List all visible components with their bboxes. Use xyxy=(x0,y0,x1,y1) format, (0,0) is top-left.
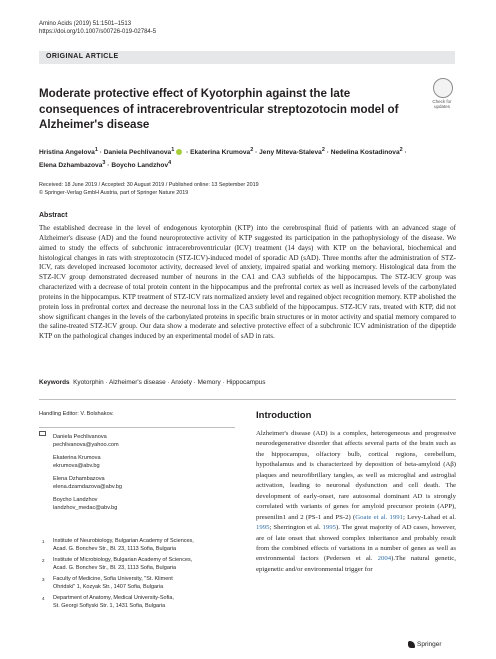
author-sup: 1 xyxy=(171,147,175,153)
author-sup: 2 xyxy=(321,147,325,153)
contact-entry xyxy=(53,433,119,449)
affiliation-line: Acad. G. Bonchev Str., Bl. 23, 1113 Sofia, Bulgaria xyxy=(53,564,177,571)
badge-line-2: updates xyxy=(433,104,450,109)
contact-entry xyxy=(53,454,101,470)
contact-name: Boycho Landzhov xyxy=(53,497,98,503)
author-name: · Jeny Miteva-Staleva xyxy=(253,149,322,157)
citation-link[interactable]: 2004 xyxy=(377,555,392,563)
publisher-name: Springer xyxy=(417,641,442,649)
keywords-label: Keywords xyxy=(39,379,70,386)
citation-link[interactable]: 1995 xyxy=(256,524,270,532)
intro-body: Alzheimer's disease (AD) is a complex, heterogeneous and progressive neurodegenerative disorder that affects several parts of the brain such as the hippocampus, olfactory bulb, cortical regions, cerebellum, hypothalamus and is characterized by deposition of beta-amyloid (Aβ) plaques and neurofibrillary tangles, as well as microglial and astroglial activation, leading to neuronal dysfunction and cell death. The development of early-onset, rare autosomal dominant AD is strongly correlated with variants of genes for amyloid precursor protein (APP), presenilin1 and 2 (PS-1 and PS-2) ( xyxy=(256,430,456,521)
author-name: · Ekaterina Krumova xyxy=(184,149,251,157)
article-title: Moderate protective effect of Kyotorphin against the late consequences of intracerebroventricular streptozotocin model of Alzheimer's disease xyxy=(39,87,399,131)
publisher-logo xyxy=(408,641,442,648)
intro-body: ; Sherrington et al. xyxy=(269,524,323,532)
journal-citation: Amino Acids (2019) 51:1501–1513 xyxy=(39,21,132,27)
author-name: · Nedelina Kostadinova xyxy=(324,149,400,157)
affiliation-line: Faculty of Medicine, Sofia University, "St. Kliment xyxy=(53,576,173,582)
handling-editor: Handling Editor: V. Bolshakov. xyxy=(39,411,114,417)
check-for-updates-badge[interactable] xyxy=(426,78,458,114)
affiliation-line: Institute of Neurobiology, Bulgarian Academy of Sciences, xyxy=(53,538,194,544)
author-name: Hristina Angelova xyxy=(39,149,95,157)
divider xyxy=(39,399,456,400)
contact-email[interactable]: pechlivanova@yahoo.com xyxy=(53,442,119,449)
contact-email[interactable]: ekrumova@abv.bg xyxy=(53,463,100,470)
author-sup: 4 xyxy=(168,160,172,167)
orcid-icon[interactable] xyxy=(176,149,182,155)
affiliation-number: 4 xyxy=(42,596,45,601)
publication-dates: Received: 18 June 2019 / Accepted: 30 August 2019 / Published online: 13 September 2019 xyxy=(39,182,259,188)
badge-line-1: Check for xyxy=(432,99,452,104)
copyright-notice: © Springer-Verlag GmbH Austria, part of Springer Nature 2019 xyxy=(39,190,189,196)
author-sup: 2 xyxy=(250,147,254,153)
contact-name: Daniela Pechlivanova xyxy=(53,434,107,440)
affiliation-line: Department of Anatomy, Medical University-Sofia, xyxy=(53,595,174,601)
author-sup: 1 xyxy=(94,147,98,153)
affiliation-number: 3 xyxy=(42,577,45,582)
keywords-list: Kyotorphin · Alzheimer's disease · Anxiety · Memory · Hippocampus xyxy=(73,379,266,386)
contact-entry xyxy=(53,475,122,491)
contact-email[interactable]: landzhov_medac@abv.bg xyxy=(53,505,118,512)
affiliation-line: St. Georgi Sofiyski Str. 1, 1431 Sofia, Bulgaria xyxy=(53,602,166,609)
contact-name: Elena Dzhambazova xyxy=(53,476,105,482)
divider xyxy=(39,427,235,428)
citation-link[interactable]: 1995 xyxy=(322,524,337,532)
intro-body: ; Levy-Lahad et al. xyxy=(403,513,456,521)
article-type-label: ORIGINAL ARTICLE xyxy=(46,53,119,60)
check-for-updates-icon xyxy=(433,78,453,98)
affiliation-line: Acad. G. Bonchev Str., Bl. 23, 1113 Sofia, Bulgaria xyxy=(53,545,177,552)
affiliation-line: Institute of Microbiology, Bulgarian Academy of Sciences, xyxy=(53,557,193,563)
author-name: Elena Dzhambazova xyxy=(39,162,103,170)
contact-entry xyxy=(53,496,117,512)
intro-body: ).The natural genetic, epigenetic and/or environmental trigger for xyxy=(256,555,456,573)
contact-email[interactable]: elena.dzamdazova@abv.bg xyxy=(53,484,123,491)
abstract-heading: Abstract xyxy=(39,212,68,219)
author-line-2 xyxy=(39,158,469,171)
author-list xyxy=(39,145,469,171)
abstract-text: The established decrease in the level of endogenous kyotorphin (KTP) into the cerebrospinal fluid of patients with an advanced stage of Alzheimer's disease (AD) and the found neuroprotective activity of KTP suggested its participation in the pathophysiology of the disease. We aimed to study the effects of subchronic intracerebroventricular (ICV) treatment (14 days) with KTP on the behavioral, biochemical and histological changes in rats with streptozotocin (STZ-ICV)-induced model of sporadic AD (sAD). Three months after the administration of STZ-ICV, rats developed increased locomotor activity, decreased level of anxiety, impaired spatial and working memory. Histological data from the STZ-ICV group demonstrated decreased number of neurons in the CA1 and CA3 subfields of the hippocampus. The STZ-ICV group was characterized with a decrease of total protein content in the hippocampus and the prefrontal cortex as well as increased levels of the carbonylated proteins in the hippocampus. KTP treatment of STZ-ICV rats normalized anxiety level and regained object recognition memory. KTP abolished the protein loss in prefrontal cortex and decrease the neuronal loss in the CA3 subfield of the hippocampus. STZ-ICV rats, treated with KTP, did not show significant changes in the levels of the carbonylated proteins in specific brain structures or in motor activity and spatial memory compared to the saline-treated STZ-ICV group. Our data show a moderate and selective protective effect of a subchronic ICV administration of the dipeptide KTP on the pathological changes induced by an experimental model of sAD in rats. xyxy=(39,224,456,341)
introduction-text xyxy=(256,429,456,575)
author-sup: 3 xyxy=(102,160,106,167)
citation-link[interactable]: Goate et al. 1991 xyxy=(355,513,403,521)
article-type-banner xyxy=(39,51,455,64)
springer-horse-icon xyxy=(408,641,415,648)
author-sup: 2 xyxy=(399,147,403,153)
affiliation-number: 2 xyxy=(42,558,45,563)
keywords xyxy=(39,378,265,387)
author-name: · Boycho Landzhov xyxy=(105,162,169,170)
intro-body: ). The great majority of AD cases, however, are of late onset that showed complex inheritance and probably result from the combined effects of variations in a number of genes as well as environmental factors (Pedersen et al. xyxy=(256,524,456,563)
contact-name: Ekaterina Krumova xyxy=(53,455,101,461)
doi-link[interactable]: https://doi.org/10.1007/s00726-019-02784-5 xyxy=(39,29,157,35)
author-name: · Daniela Pechlivanova xyxy=(97,149,172,157)
author-separator: · xyxy=(402,149,407,157)
affiliation-number: 1 xyxy=(42,539,45,544)
section-heading-introduction: Introduction xyxy=(256,410,312,421)
envelope-icon xyxy=(39,431,46,436)
author-line-1 xyxy=(39,145,469,158)
affiliation-line: Ohridski" 1, Kozyak Str., 1407 Sofia, Bulgaria xyxy=(53,583,164,590)
